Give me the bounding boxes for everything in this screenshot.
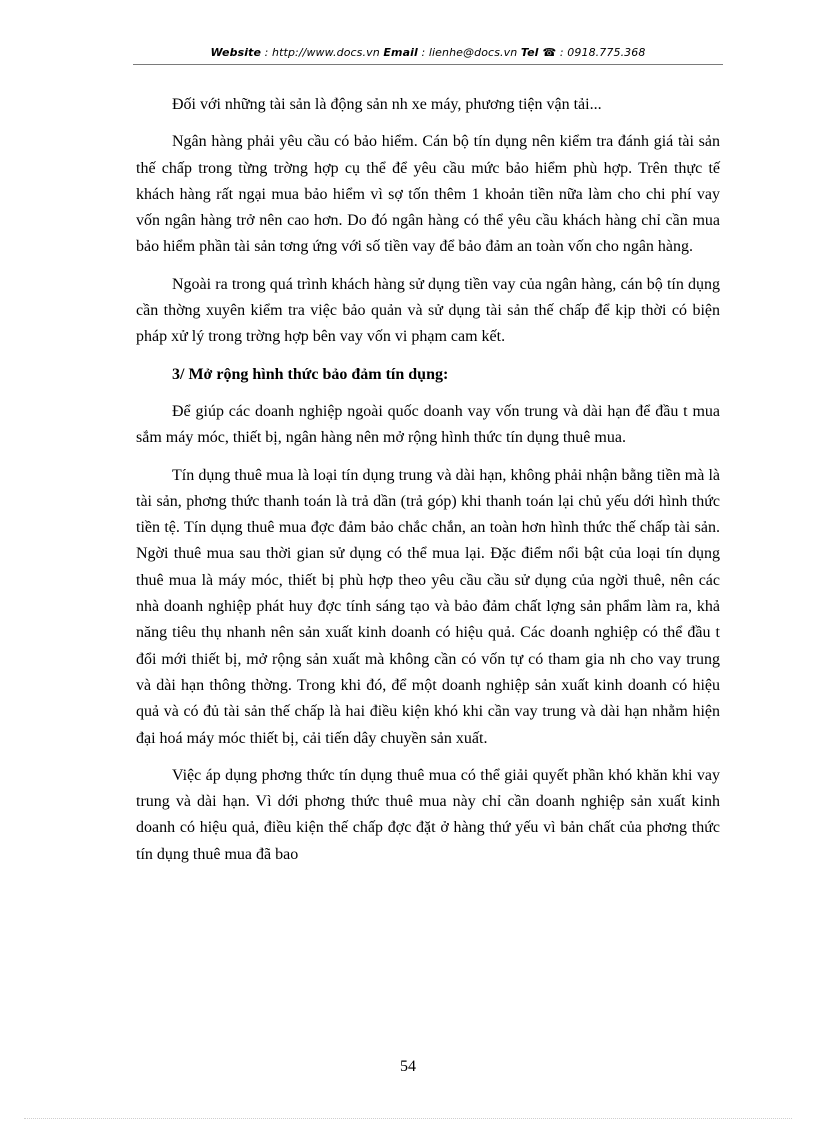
paragraph: Ngoài ra trong quá trình khách hàng sử dụng tiền vay của ngân hàng, cán bộ tín dụng cần thờng xuyên kiểm tra việc bảo quản và sử dụng tài sản thế chấp để kịp thời có biện pháp xử lý trong trờng hợp bên vay vốn vi phạm cam kết. [136, 275, 720, 346]
email-label: Email [383, 46, 418, 59]
phone-label: Tel ☎ [520, 46, 557, 59]
page-number: 54 [400, 1058, 416, 1075]
phone-number: : 0918.775.368 [556, 46, 646, 59]
body-text [136, 92, 720, 879]
header-divider [133, 64, 723, 65]
section-heading: 3/ Mở rộng hình thức bảo đảm tín dụng: [172, 365, 449, 383]
website-link[interactable]: : http://www.docs.vn [261, 46, 384, 59]
paragraph: Đối với những tài sản là động sản nh xe máy, phương tiện vận tải... [172, 96, 602, 113]
email-link[interactable]: : lienhe@docs.vn [417, 46, 521, 59]
paragraph: Việc áp dụng phơng thức tín dụng thuê mua có thể giải quyết phần khó khăn khi vay trung và dài hạn. Vì dới phơng thức thuê mua này chỉ cần doanh nghiệp sản xuất kinh doanh có hiệu quả, điều kiện thế chấp đợc đặt ở hàng thứ yếu vì bản chất của phơng thức tín dụng thuê mua đã bao [136, 766, 720, 863]
paragraph: Ngân hàng phải yêu cầu có bảo hiểm. Cán bộ tín dụng nên kiểm tra đánh giá tài sản thế chấp trong từng trờng hợp cụ thể để yêu cầu mức bảo hiểm phù hợp. Trên thực tế khách hàng rất ngại mua bảo hiểm vì sợ tốn thêm 1 khoản tiền nữa làm cho chi phí vay vốn ngân hàng trở nên cao hơn. Do đó ngân hàng có thể yêu cầu khách hàng chỉ cần mua bảo hiểm phần tài sản tơng ứng với số tiền vay để bảo đảm an toàn vốn cho ngân hàng. [136, 133, 720, 256]
page-header [133, 46, 723, 59]
website-label: Website [210, 46, 262, 59]
paragraph: Tín dụng thuê mua là loại tín dụng trung và dài hạn, không phải nhận bằng tiền mà là tài sản, phơng thức thanh toán là trả dần (trả góp) khi thanh toán lại chủ yếu dới hình thức tiền tệ. Tín dụng thuê mua đợc đảm bảo chắc chắn, an toàn hơn hình thức thế chấp tài sản. Ngời thuê mua sau thời gian sử dụng có thể mua lại. Đặc điểm nổi bật của loại tín dụng thuê mua là máy móc, thiết bị phù hợp theo yêu cầu cầu sử dụng của ngời thuê, nên các nhà doanh nghiệp phát huy đợc tính sáng tạo và bảo đảm chất lợng sản phẩm làm ra, khả năng tiêu thụ nhanh nên sản xuất kinh doanh có hiệu quả. Các doanh nghiệp có thể đầu t đổi mới thiết bị, mở rộng sản xuất mà không cần có vốn tự có tham gia nh cho vay trung và dài hạn thông thờng. Trong khi đó, để một doanh nghiệp sản xuất kinh doanh có hiệu quả và có đủ tài sản thế chấp là hai điều kiện khó khi cần vay trung và dài hạn nhằm hiện đại hoá máy móc thiết bị, cải tiến dây chuyền sản xuất. [136, 466, 720, 747]
paragraph: Để giúp các doanh nghiệp ngoài quốc doanh vay vốn trung và dài hạn để đầu t mua sắm máy móc, thiết bị, ngân hàng nên mở rộng hình thức tín dụng thuê mua. [136, 402, 720, 447]
bottom-dotted-line [24, 1118, 792, 1119]
